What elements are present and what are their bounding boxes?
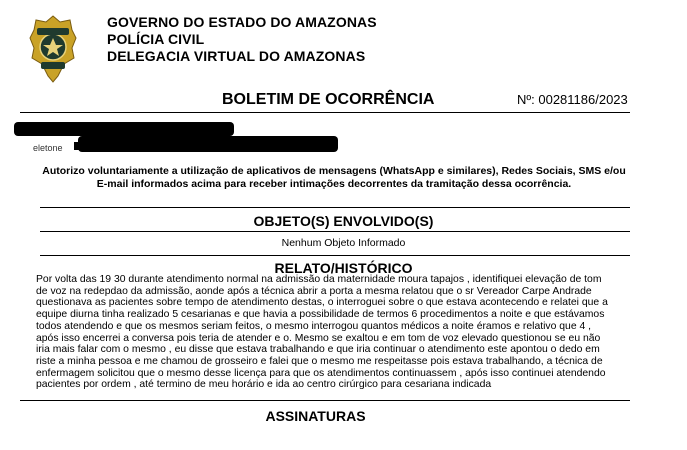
redacted-detail-block bbox=[78, 136, 338, 152]
redacted-name-block bbox=[14, 122, 234, 136]
relato-line: pacientes por ordem , até termino de meu horário e ida ao centro cirúrgico para cesariana indicada bbox=[36, 379, 492, 391]
relato-line: Por volta das 19 30 durante atendimento normal na admissão da maternidade moura tapajos , identifiquei elevação de tom bbox=[36, 274, 602, 285]
policia-civil-badge-logo bbox=[28, 14, 78, 84]
signatures-section-title: ASSINATURAS bbox=[265, 408, 366, 424]
relato-text bbox=[36, 274, 634, 391]
consent-notice bbox=[20, 165, 648, 191]
relato-line: de voz na redepdao da admissão, aonde após a técnica abrir a porta a mesma relatou que o sr Vereador Carpe Andrade bbox=[36, 285, 592, 297]
consent-line-2: E-mail informados acima para receber intimações decorrentes da tramitação dessa ocorrência. bbox=[96, 178, 572, 190]
relato-line: equipe diurna tinha realizado 5 cesarianas e que havia a possibilidade de termos 6 procedimentos a noite e que estávamos bbox=[36, 309, 605, 321]
relato-line: questionava as pacientes sobre tempo de atendimento destas, o interroguei sobre o que estava acontecendo e relatei que a bbox=[36, 297, 608, 309]
relato-section-title: RELATO/HISTÓRICO bbox=[274, 260, 413, 276]
redacted-tail-block bbox=[74, 142, 86, 150]
objects-value: Nenhum Objeto Informado bbox=[281, 237, 406, 249]
header-line-police: POLÍCIA CIVIL bbox=[107, 31, 205, 47]
relato-line: todos atendendo e que os mesmos seriam feitos, o mesmo interrogou quantos médicos a noite éramos e relativo que 4 , bbox=[36, 320, 592, 332]
divider-relato-top bbox=[40, 255, 630, 256]
relato-line: enfermagem solicitou que o mesmo desse licença para que os atendimentos continuassem , após isso continuei atendendo bbox=[36, 367, 606, 379]
header-line-government: GOVERNO DO ESTADO DO AMAZONAS bbox=[107, 14, 377, 30]
report-title: BOLETIM DE OCORRÊNCIA bbox=[222, 91, 435, 108]
agency-header bbox=[107, 14, 377, 65]
relato-line: após isso encerrei a conversa pois teria de atender e o. Mesmo se exaltou e em tom de voz elevado questionou se eu não bbox=[36, 332, 601, 344]
divider-objects-top bbox=[40, 207, 630, 208]
redacted-partial-label: eletone bbox=[33, 143, 63, 153]
divider-signatures-top bbox=[20, 400, 630, 401]
header-line-delegacia: DELEGACIA VIRTUAL DO AMAZONAS bbox=[107, 48, 366, 64]
relato-line: riste a minha pessoa e me chamou de grosseiro e falei que o mesmo me respeitasse pois estava trabalhando, a técnica de bbox=[36, 355, 603, 367]
divider-objects-bottom bbox=[40, 231, 630, 232]
report-number: Nº: 00281186/2023 bbox=[517, 92, 628, 107]
consent-line-1: Autorizo voluntariamente a utilização de aplicativos de mensagens (WhatsApp e similares), Redes Sociais, SMS e/ou bbox=[42, 165, 626, 177]
objects-section-title: OBJETO(S) ENVOLVIDO(S) bbox=[253, 213, 434, 229]
divider-top bbox=[20, 112, 630, 113]
relato-line: iria mais falar com o mesmo , eu disse que estava trabalhando e que iria continuar o atendimento este apontou o dedo em bbox=[36, 344, 600, 356]
